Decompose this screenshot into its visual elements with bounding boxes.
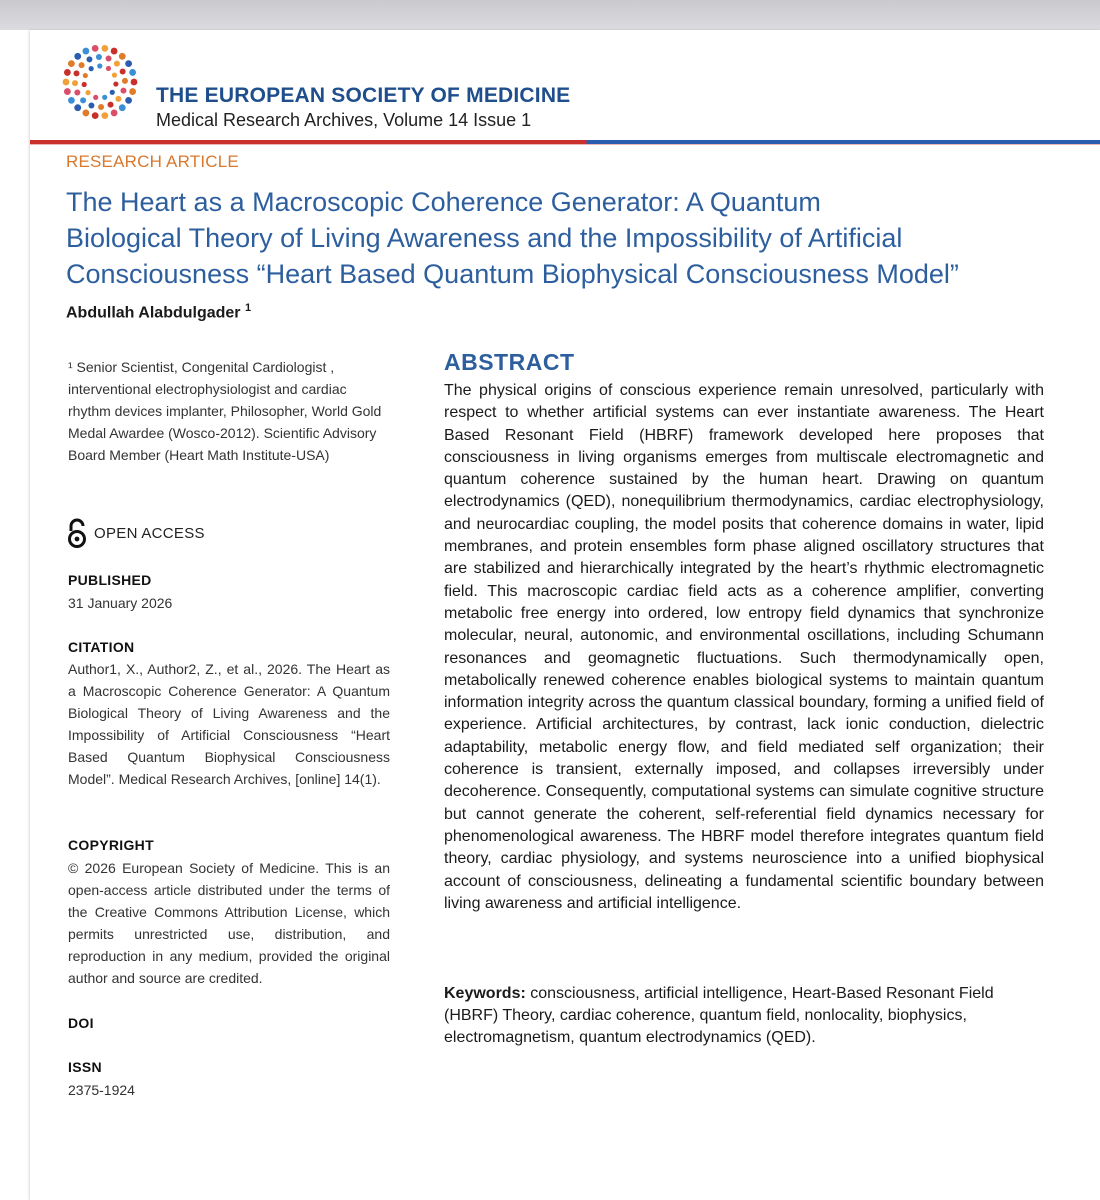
logo-dot [112, 73, 117, 78]
logo-dot [106, 56, 112, 62]
logo-dot [92, 112, 99, 119]
logo-dot [64, 69, 71, 76]
logo-dot [108, 102, 114, 108]
logo-dot [79, 62, 85, 68]
logo-dot [102, 95, 107, 100]
affiliation-block [68, 356, 390, 466]
logo-dot [97, 63, 102, 68]
logo-dot [120, 88, 126, 94]
logo-dot [74, 90, 80, 96]
logo-dot [125, 97, 132, 104]
society-name: THE EUROPEAN SOCIETY OF MEDICINE [156, 84, 571, 107]
copyright-text: © 2026 European Society of Medicine. This is an open-access article distributed under the terms of the Creative Commons Attribution License, which permits unrestricted use, distribution, and reproduction in any medium, provided the original author and source are credited. [68, 860, 390, 986]
logo-dot [131, 79, 138, 86]
citation-heading: CITATION [68, 639, 135, 655]
logo-dot [83, 73, 88, 78]
abstract-heading: ABSTRACT [444, 349, 575, 375]
logo-dot [86, 56, 92, 62]
open-access-icon [66, 517, 88, 549]
abstract-text: The physical origins of conscious experience remain unresolved, particularly with respect to whether artificial systems can ever instantiate awareness. The Heart Based Resonant Field (HBRF) framework developed here proposes that consciousness in living organisms emerges from multiscale electromagnetic and quantum coherence sustained by the human heart. Drawing on quantum electrodynamics (QED), nonequilibrium thermodynamics, cardiac electrophysiology, and neurocardiac coupling, the model posits that coherence domains in water, lipid membranes, and protein ensembles form phase aligned oscillatory structures that are stabilized and hierarchically integrated by the heart’s rhythmic electromagnetic field. This macroscopic cardiac field acts as a coherence amplifier, converting metabolic free energy into ordered, low entropy field dynamics that synchronize molecular, neural, autonomic, and environmental oscillations, including Schumann resonances and geomagnetic fluctuations. Such thermodynamically open, metabolically renewed coherence enables biological systems to maintain quantum information integrity across the quantum classical boundary, forming a unified field of experience. Artificial architectures, by contrast, lack ionic conduction, dielectric adaptability, metabolic energy flow, and field mediated self organization; their coherence is transient, externally imposed, and collapses irreversibly under decoherence. Consequently, computational systems can simulate cognitive structure but cannot generate the coherent, self-referential field dynamics necessary for phenomenological awareness. The HBRF model therefore integrates quantum field theory, cardiac physiology, and systems neuroscience into a unified biophysical account of consciousness, delineating a fundamental scientific boundary between living awareness and artificial intelligence. [444, 382, 1044, 912]
logo-dot [101, 112, 108, 119]
header-divider-shadow [30, 144, 1100, 145]
logo-dot [85, 90, 90, 95]
citation-text: Author1, X., Author2, Z., et al., 2026. The Heart as a Macroscopic Coherence Generator: A Quantum Biological Theory of Living Awareness and the Impossibility of Artificial Consciousness “Heart Based Quantum Biophysical Consciousness Model”. Medical Research Archives, [online] 14(1). [68, 661, 390, 787]
author-name [66, 302, 251, 322]
article-type: RESEARCH ARTICLE [66, 152, 239, 171]
issn-value: 2375-1924 [68, 1082, 135, 1098]
logo-dot [114, 61, 120, 67]
logo-dot [68, 60, 75, 67]
logo-dot [113, 81, 118, 86]
issn-heading: ISSN [68, 1059, 102, 1075]
top-bar [0, 0, 1100, 30]
logo-dot [119, 53, 126, 60]
journal-info: Medical Research Archives, Volume 14 Issue 1 [156, 110, 532, 130]
logo-dot [125, 60, 132, 67]
logo-dot [122, 78, 128, 84]
keywords-label: Keywords: [444, 985, 526, 1002]
logo-dot [64, 88, 71, 95]
logo-dot [82, 48, 89, 55]
author-name-text: Abdullah Alabdulgader [66, 304, 241, 322]
doi-heading: DOI [68, 1015, 94, 1031]
logo-dot [98, 104, 104, 110]
published-date: 31 January 2026 [68, 595, 173, 611]
open-access-badge [66, 516, 205, 550]
title-line: Consciousness “Heart Based Quantum Biophysical Consciousness Model” [66, 259, 959, 289]
article-title [66, 184, 1066, 292]
logo-dot [74, 104, 81, 111]
open-access-label: OPEN ACCESS [94, 524, 205, 542]
published-heading: PUBLISHED [68, 572, 152, 588]
logo-dot [101, 45, 108, 52]
logo-dot [80, 97, 86, 103]
keywords-block [444, 983, 1044, 1049]
keywords-text: consciousness, artificial intelligence, Heart-Based Resonant Field (HBRF) Theory, cardiac coherence, quantum field, nonlocality, biophysics, electromagnetism, quantum electrodynamics (QED). [444, 985, 994, 1046]
logo-dot [129, 88, 136, 95]
logo-dot [129, 69, 136, 76]
logo-dot [106, 66, 111, 71]
logo-dot [111, 110, 118, 117]
logo-dot [110, 90, 115, 95]
title-line: Biological Theory of Living Awareness and the Impossibility of Artificial [66, 223, 903, 253]
logo-dot [82, 82, 87, 87]
society-logo-icon [60, 42, 140, 122]
logo-dot [119, 104, 126, 111]
logo-dot [89, 66, 94, 71]
title-line: The Heart as a Macroscopic Coherence Generator: A Quantum [66, 187, 821, 217]
logo-dot [120, 68, 126, 74]
logo-dot [72, 80, 78, 86]
logo-dot [68, 97, 75, 104]
logo-dot [63, 79, 70, 86]
logo-dot [111, 48, 118, 55]
logo-dot [74, 53, 81, 60]
logo-dot [96, 54, 102, 60]
logo-dot [74, 70, 80, 76]
logo-dot [88, 102, 94, 108]
logo-dot [92, 45, 99, 52]
logo-dot [93, 95, 98, 100]
author-affiliation-marker: 1 [244, 302, 252, 314]
affiliation-text: ¹ Senior Scientist, Congenital Cardiologist , interventional electrophysiologist and cardiac rhythm devices implanter, Philosopher, World Gold Medal Awardee (Wosco-2012). Scientific Advisory Board Member (Heart Math Institute-USA) [68, 359, 382, 463]
logo-dot [82, 110, 89, 117]
copyright-heading: COPYRIGHT [68, 837, 154, 853]
logo-dot [115, 96, 121, 102]
